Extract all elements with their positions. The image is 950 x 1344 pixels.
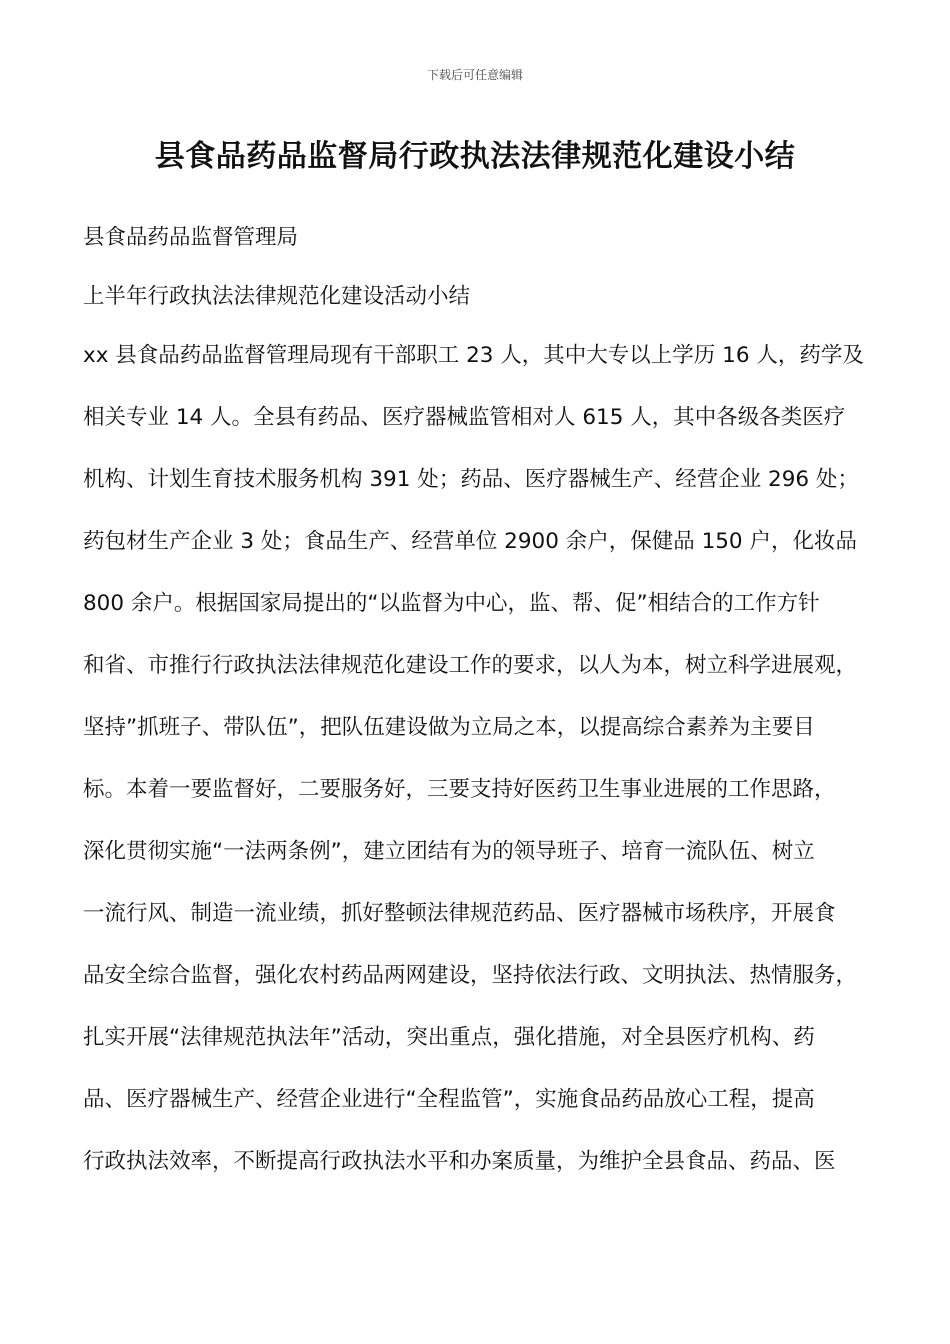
body-line: 机构、计划生育技术服务机构 391 处；药品、医疗器械生产、经营企业 296 处； [83,467,859,492]
body-line: xx 县食品药品监督管理局现有干部职工 23 人，其中大专以上学历 16 人，药学及 [83,343,864,368]
body-line: 扎实开展“法律规范执法年”活动，突出重点，强化措施，对全县医疗机构、药 [83,1025,815,1050]
body-line: 标。本着一要监督好，二要服务好，三要支持好医药卫生事业进展的工作思路， [83,777,836,802]
body-line: 一流行风、制造一流业绩，抓好整顿法律规范药品、医疗器械市场秩序，开展食 [83,901,836,926]
body-line: 800 余户。根据国家局提出的“以监督为中心，监、帮、促”相结合的工作方针 [83,591,820,616]
body-line: 品安全综合监督，强化农村药品两网建设，坚持依法行政、文明执法、热情服务， [83,963,858,988]
body-line: 行政执法效率，不断提高行政执法水平和办案质量，为维护全县食品、药品、医 [83,1149,836,1174]
body-text [83,341,883,1209]
body-line: 坚持”抓班子、带队伍”，把队伍建设做为立局之本，以提高综合素养为主要目 [83,715,815,740]
header-note: 下载后可任意编辑 [426,68,523,82]
body-line: 相关专业 14 人。全县有药品、医疗器械监管相对人 615 人，其中各级各类医疗 [83,405,846,430]
body-line: 药包材生产企业 3 处；食品生产、经营单位 2900 余户，保健品 150 户，化妆品 [83,529,857,554]
org-line: 县食品药品监督管理局 [83,225,299,250]
subtitle-line: 上半年行政执法法律规范化建设活动小结 [83,284,471,309]
document-title: 县食品药品监督局行政执法法律规范化建设小结 [154,139,796,174]
body-line: 品、医疗器械生产、经营企业进行“全程监管”，实施食品药品放心工程，提高 [83,1087,815,1112]
body-line: 深化贯彻实施“一法两条例”，建立团结有为的领导班子、培育一流队伍、树立 [83,839,815,864]
body-line: 和省、市推行行政执法法律规范化建设工作的要求，以人为本，树立科学进展观， [83,653,858,678]
